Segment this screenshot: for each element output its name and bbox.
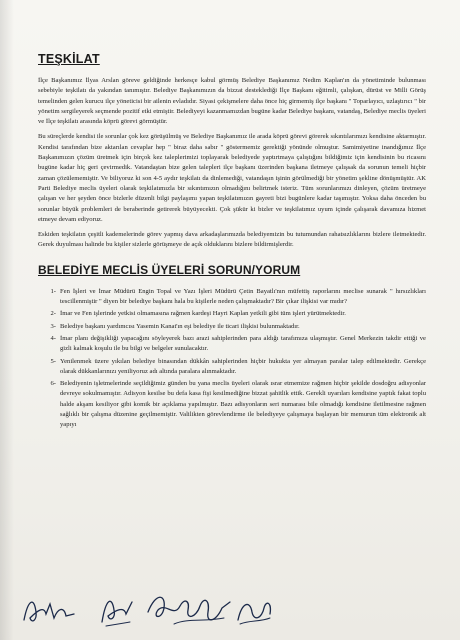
handwritten-signature: [232, 592, 276, 630]
list-item: [38, 287, 426, 308]
list-item-text: Fen İşleri ve İmar Müdürü Engin Topal ve Yazı İşleri Müdürü Çetin Bayatlı'nın müfettiş raporlarını meclise sunarak " hırsızlıkları tescillenmiştir " diyen bir belediye başkanı hala bu kişilerle neden çalışmaktadır? Bir çıkar ilişkisi var mıdır?: [60, 287, 426, 306]
list-item-text: İmar planı değişikliği yapacağını söyleyerek bazı arazi sahiplerinden para aldığı tarafımıza ulaşmıştır. Genel Merkezin takdir ettiği ve gizli kalmak koşulu ile bu bilgi ve belgeler sunulacaktır.: [60, 334, 426, 353]
handwritten-signature: [96, 592, 140, 630]
section-title-teskilat: TEŞKİLAT: [38, 52, 100, 66]
issue-list: [38, 287, 426, 431]
paragraph: Bu süreçlerde kendisi ile sorunlar çok kez görüşülmüş ve Belediye Başkanımız ile arada köprü görevi görerek sıkıntılarımızı kendisine aktarmıştır. Kendisi tarafından bize aktarılan cevaplar hep " biraz daha sabır " göstermemiz gerektiği yönünde olmuştur. Samimiyetine inandığımız İlçe Başkanımızın çözüm üretmek için birçok kez taleplerimizi toplayarak belediyede yaptırtmaya çalıştığını bildiğimiz için kendisinin bu ricasını bugüne kadar hiç geri çevirmedik. Vatandaştan bize gelen talepleri ilçe başkanı üzerinden başkana iletmeye çalışsak da sorunun temeli hiçbir zaman çözülememiştir. Ve biliyoruz ki son 4-5 aydır teşkilatı da dinlemediği, vatandaşın işinin görülmediği bir yönetim şekline dönüşmüştür. AK Parti Belediye meclis üyeleri olarak teşkilatımızla bir sıkıntımızın olmadığını belirtmek isteriz. Tüm sorunlarımızı dinleyen, çözüm üretmeye çalışan ve her şeyden önce bizlerle düzenli bilgi paylaşımı yapan teşkilatımızın gayreti bizi bugünlere kadar taşımıştır. Yoksa daha önceden bu sorunlar büyük problemleri de beraberinde getirerek büyüyecekti. Çok şükür ki bizler ve teşkilatımız uyum içinde çalışarak davamıza hizmet etmeye devam ediyoruz.: [38, 133, 426, 223]
list-item-text: Belediye başkanı yardımcısı Yasemin Kanat'ın eşi belediye ile ticari ilişkisi bulunmaktadır.: [60, 322, 300, 330]
list-item-number: 2-: [50, 310, 56, 318]
list-item-number: 6-: [50, 380, 56, 388]
list-item-number: 4-: [50, 334, 56, 342]
list-item: [38, 322, 426, 332]
paragraph: İlçe Başkanımız İlyas Arslan göreve geldiğinde herkesçe kabul görmüş Belediye Başkanımız Nedim Kaplan'ın da yönetiminde bulunması sebebiyle teşkilatı da yakından tanımıştır. Belediye Başkanımızın da bizzat desteklediği İlçe Başkanı eğitimli, çalışkan, dürüst ve Milli Görüş temelinden gelen kurucu ilçe yöneticisi bir ailenin evladıdır. Siyasi çekişmelere daha önce hiç girmemiş ilçe başkanı " Toparlayıcı, uzlaştırıcı " bir yönetim sergileyerek seçmende pozitif etki etmiştir. Belediyeyi kazanmamızdan bugüne kadar Belediye başkanı, vatandaş, Belediye meclis üyeleri ve İlçe teşkilatı arasında köprü görevi görmüştür.: [38, 77, 426, 126]
document-content: [38, 52, 426, 433]
list-item-text: İmar ve Fen işlerinde yetkisi olmamasına rağmen kardeşi Hayri Kaplan yetkili gibi tüm işleri yürütmektedir.: [60, 310, 346, 318]
page-edge-shadow: [0, 0, 14, 640]
list-item-number: 3-: [50, 322, 56, 330]
list-item: [38, 357, 426, 378]
list-item: [38, 334, 426, 355]
handwritten-signature: [20, 590, 80, 630]
section-title-meclis-uyeleri: BELEDİYE MECLİS ÜYELERİ SORUN/YORUM: [38, 262, 301, 277]
handwritten-signature: [144, 588, 236, 632]
signatures-row: [12, 588, 452, 634]
list-item-text: Yenilenmek üzere yıkılan belediye binasından dükkân sahiplerinden hiçbir hukukta yer almayan paralar talep edilmektedir. Gerekçe olarak dükkanlarınızı yeniliyoruz adı altında paralara alınmaktadır.: [60, 357, 426, 375]
list-item-text: Belediyenin işletmelerinde seçildiğimiz günden bu yana meclis üyeleri olarak ısrar etmemize rağmen hiçbir şekilde dosdoğru adisyonlar devreye sokulmamıştır. Adisyon kesilse bu defa kasa fişi kesilmediğine bizzat şahitlik ettik. Gerekli uyarıları kendisine yaptık fakat toplu halde akşam kesiliyor gibi komik bir açıklama yapılmıştır. Bazı adisyonların seri numarası bile olmadığı kendisine iletilmesine rağmen sağlıklı bir çalışma düzenine geçilmemiştir. Valilikten görevlendirme ile belediyeye çalışmaya başlayan bir memurun tüm elektronik alt yapıyı: [60, 380, 426, 429]
list-item: [38, 379, 426, 430]
list-item-number: 1-: [50, 287, 56, 295]
list-item: [38, 309, 426, 319]
list-item-number: 5-: [50, 357, 56, 365]
paragraph: Eskiden teşkilatın çeşitli kademelerinde görev yapmış dava arkadaşlarımızda belediyemizin bu tutumundan rahatsızlıklarını bizlere iletmektedir. Gerek duyulması halinde bu kişiler sizlerle görüşmeye de açık olduklarını bizlere bildirmişlerdir.: [38, 231, 426, 249]
